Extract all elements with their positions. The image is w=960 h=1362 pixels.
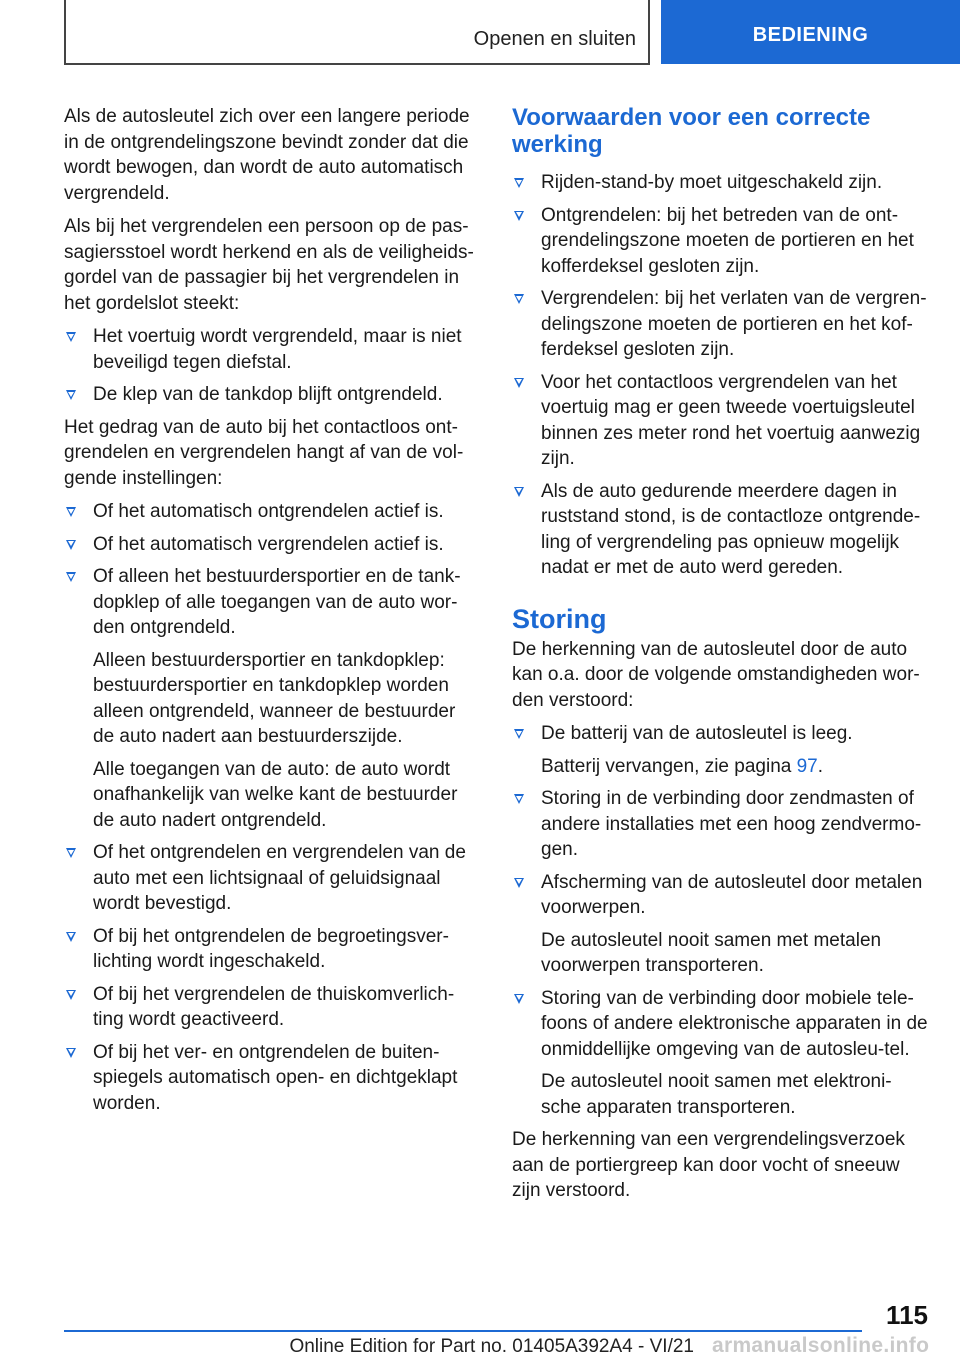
list-item: De klep van de tankdop blijft ontgrendeld. [64, 382, 478, 408]
header-divider [648, 0, 650, 64]
footer-rule [64, 1330, 862, 1332]
list-item-detail: Alle toegangen van de auto: de auto wordt onafhankelijk van welke kant de bestuurder de auto nadert ontgrendeld. [93, 758, 458, 831]
list-item: Of bij het ver- en ontgrendelen de buiten‐spiegels automatisch open- en dichtgeklapt worden. [64, 1040, 478, 1117]
list-item: Of bij het vergrendelen de thuiskomverlich‐ting wordt geactiveerd. [64, 982, 478, 1033]
list-item: Of bij het ontgrendelen de begroetingsver‐lichting wordt ingeschakeld. [64, 924, 478, 975]
list-item: Of het ontgrendelen en vergrendelen van de auto met een lichtsignaal of geluidsignaal wordt bevestigd. [64, 840, 478, 917]
paragraph-settings-intro: Het gedrag van de auto bij het contactloos ont‐grendelen en vergrendelen hangt af van de vol‐gende instellingen: [64, 416, 464, 489]
header-bottom-rule [64, 63, 650, 65]
list-item: Het voertuig wordt vergrendeld, maar is niet beveiligd tegen diefstal. [64, 324, 478, 375]
bullet-triangle-icon [66, 390, 76, 400]
list-item-detail: De autosleutel nooit samen met elektroni‐sche apparaten transporteren. [541, 1071, 892, 1118]
list-item: Of het automatisch ontgrendelen actief is. [64, 499, 478, 525]
watermark: armanualsonline.info [712, 1334, 930, 1357]
bullet-triangle-icon [66, 507, 76, 517]
list-item-detail: Alleen bestuurdersportier en tankdopklep: bestuurdersportier en tankdopklep worden alleen ontgrendeld, wanneer de bestuurder de auto nadert aan bestuurderszijde. [93, 649, 456, 747]
fault-list [512, 721, 928, 1120]
bullet-triangle-icon [514, 994, 524, 1004]
paragraph-fault-outro: De herkenning van een vergrendelingsverzoek aan de portiergreep kan door vocht of sneeuw zijn verstoord. [512, 1129, 905, 1201]
list-item: Afscherming van de autosleutel door metalen voorwerpen. De autosleutel nooit samen met metalen voorwerpen transporteren. [512, 870, 928, 979]
bullet-triangle-icon [66, 848, 76, 858]
bullet-triangle-icon [514, 378, 524, 388]
bullet-triangle-icon [514, 178, 524, 188]
left-column [64, 104, 478, 1123]
paragraph-passenger-detection: Als bij het vergrendelen een persoon op de pas‐sagiersstoel wordt herkend en als de veiligheids‐gordel van de passagier bij het vergrendelen in het gordelslot steekt: [64, 216, 474, 314]
bullet-triangle-icon [66, 990, 76, 1000]
paragraph-auto-lock: Als de autosleutel zich over een langere periode in de ontgrendelingszone bevindt zonder dat die wordt bewogen, dan wordt de auto automatisch vergrendeld. [64, 106, 470, 204]
list-item: Storing van de verbinding door mobiele tele‐foons of andere elektronische apparaten in de onmiddellijke omgeving van de autosleu‐tel. De autosleutel nooit samen met elektroni‐sche apparaten transporteren. [512, 986, 928, 1121]
header-section-title: Openen en sluiten [473, 28, 636, 50]
list-item: Als de auto gedurende meerdere dagen in ruststand stond, is de contactloze ontgrende‐ling of vergrendeling pas opnieuw mogelijk nadat er met de auto werd gereden. [512, 479, 928, 581]
list-item: Storing in de verbinding door zendmasten of andere installaties met een hoog zendvermo‐gen. [512, 786, 928, 863]
paragraph-fault-intro: De herkenning van de autosleutel door de auto kan o.a. door de volgende omstandigheden wor‐den verstoord: [512, 638, 920, 711]
bullet-triangle-icon [514, 487, 524, 497]
list-item: De batterij van de autosleutel is leeg. Batterij vervangen, zie pagina 97. [512, 721, 928, 779]
bullet-triangle-icon [514, 794, 524, 804]
list-item: Voor het contactloos vergrendelen van het voertuig mag er geen tweede voertuigsleutel binnen zes meter rond het voertuig aanwezig zijn. [512, 370, 928, 472]
passenger-consequence-list [64, 324, 478, 408]
conditions-list [512, 170, 928, 581]
bullet-triangle-icon [66, 932, 76, 942]
page-reference-link[interactable]: 97 [796, 755, 818, 777]
settings-list [64, 499, 478, 1116]
list-item-detail: Batterij vervangen, zie pagina 97. [541, 755, 824, 777]
bullet-triangle-icon [66, 1048, 76, 1058]
header-chapter-tab: BEDIENING [661, 0, 960, 64]
bullet-triangle-icon [66, 332, 76, 342]
bullet-triangle-icon [66, 572, 76, 582]
bullet-triangle-icon [514, 729, 524, 739]
list-item: Ontgrendelen: bij het betreden van de ont‐grendelingszone moeten de portieren en het kofferdeksel gesloten zijn. [512, 203, 928, 280]
page-number: 115 [886, 1300, 928, 1330]
bullet-triangle-icon [514, 878, 524, 888]
bullet-triangle-icon [514, 294, 524, 304]
right-column [512, 104, 928, 1212]
bullet-triangle-icon [66, 540, 76, 550]
heading-conditions: Voorwaarden voor een correcte werking [512, 104, 871, 158]
list-item: Of alleen het bestuurdersportier en de tank‐dopklep of alle toegangen van de auto wor‐den ontgrendeld. Alleen bestuurdersportier en tankdopklep: bestuurdersportier en tankdopklep worden alleen ontgrendeld, wanneer de bestuurder de auto nadert aan bestuurderszijde. Alle toegangen van de auto: de auto wordt onafhankelijk van welke kant de bestuurder de auto nadert ontgrendeld. [64, 564, 478, 833]
list-item: Of het automatisch vergrendelen actief is. [64, 532, 478, 558]
list-item: Rijden-stand-by moet uitgeschakeld zijn. [512, 170, 928, 196]
heading-fault: Storing [512, 603, 607, 634]
list-item: Vergrendelen: bij het verlaten van de vergren‐delingszone moeten de portieren en het kof‐ferdeksel gesloten zijn. [512, 286, 928, 363]
footer-edition: Online Edition for Part no. 01405A392A4 - VI/21 [289, 1336, 694, 1357]
bullet-triangle-icon [514, 211, 524, 221]
list-item-detail: De autosleutel nooit samen met metalen voorwerpen transporteren. [541, 929, 882, 976]
